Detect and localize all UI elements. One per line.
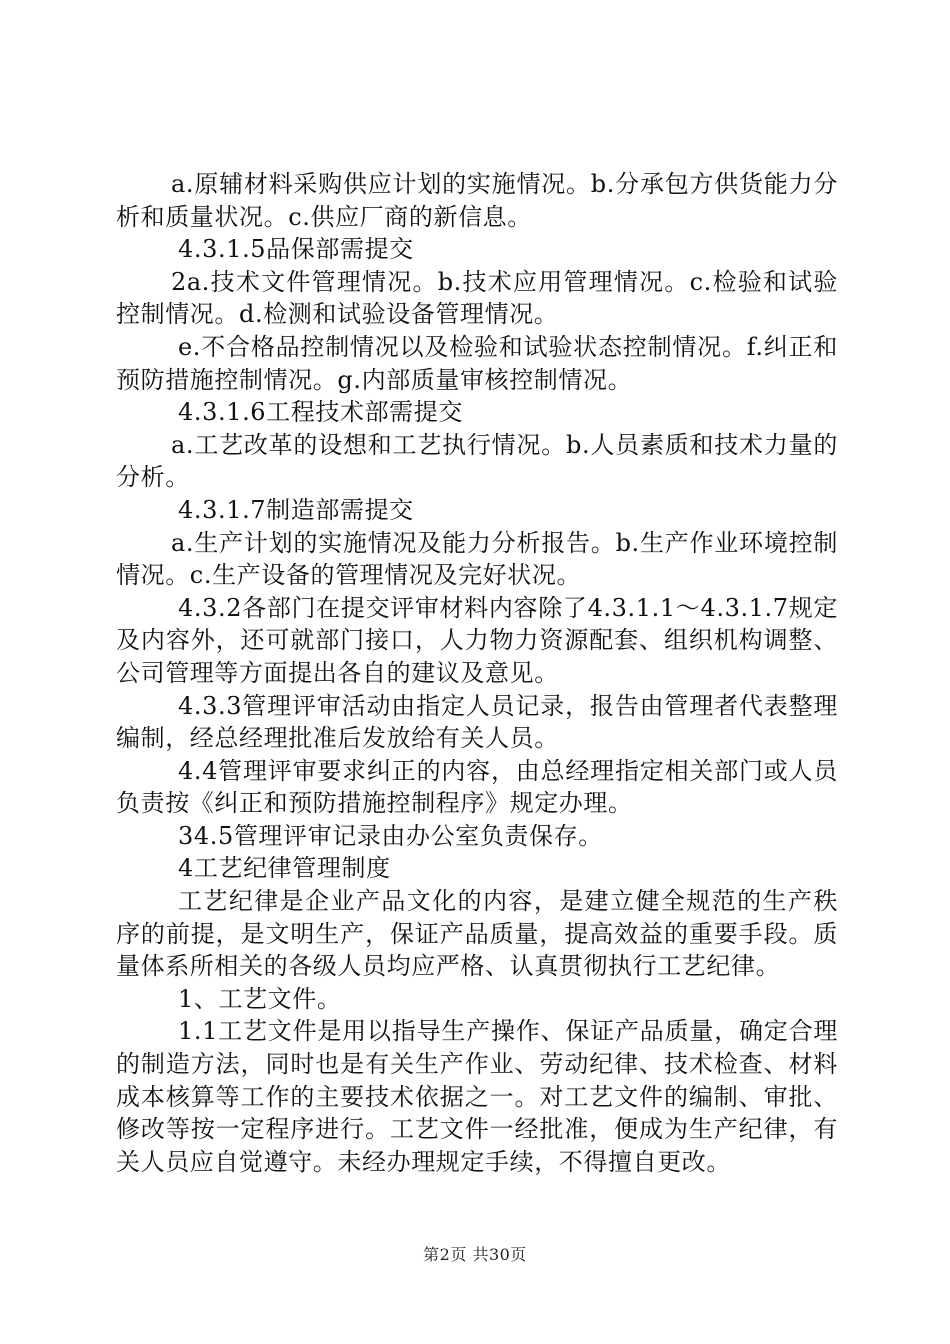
paragraph-supply-items: a.原辅材料采购供应计划的实施情况。b.分承包方供货能力分析和质量状况。c.供应厂商的新信息。: [116, 170, 838, 231]
section-heading-4-3-1-7: 4.3.1.7制造部需提交: [178, 495, 414, 524]
paragraph-process-discipline-intro: 工艺纪律是企业产品文化的内容，是建立健全规范的生产秩序的前提，是文明生产，保证产品质量，提高效益的重要手段。质量体系所相关的各级人员均应严格、认真贯彻执行工艺纪律。: [116, 887, 838, 981]
paragraph-4-4: 4.4管理评审要求纠正的内容，由总经理指定相关部门或人员负责按《纠正和预防措施控制程序》规定办理。: [116, 756, 838, 818]
paragraph-manufacturing-items: a.生产计划的实施情况及能力分析报告。b.生产作业环境控制情况。c.生产设备的管理情况及完好状况。: [116, 528, 838, 590]
paragraph-quality-items-continued: e.不合格品控制情况以及检验和试验状态控制情况。f.纠正和预防措施控制情况。g.内部质量审核控制情况。: [116, 332, 838, 394]
section-heading-process-documents: 1、工艺文件。: [178, 984, 342, 1013]
paragraph-4-3-3: 4.3.3管理评审活动由指定人员记录，报告由管理者代表整理编制，经总经理批准后发放给有关人员。: [116, 691, 838, 753]
section-heading-process-discipline: 4工艺纪律管理制度: [178, 854, 391, 883]
paragraph-engineering-items: a.工艺改革的设想和工艺执行情况。b.人员素质和技术力量的分析。: [116, 430, 838, 492]
section-heading-4-3-1-5: 4.3.1.5品保部需提交: [178, 235, 414, 264]
section-heading-4-3-1-6: 4.3.1.6工程技术部需提交: [178, 398, 463, 427]
paragraph-4-3-2: 4.3.2各部门在提交评审材料内容除了4.3.1.1～4.3.1.7规定及内容外，还可就部门接口，人力物力资源配套、组织机构调整、公司管理等方面提出各自的建议及意见。: [116, 593, 838, 687]
page-number-footer: 第2页 共30页: [423, 1245, 527, 1264]
paragraph-1-1: 1.1工艺文件是用以指导生产操作、保证产品质量，确定合理的制造方法，同时也是有关生产作业、劳动纪律、技术检查、材料成本核算等工作的主要技术依据之一。对工艺文件的编制、审批、修改等按一定程序进行。工艺文件一经批准，便成为生产纪律，有关人员应自觉遵守。未经办理规定手续，不得擅自更改。: [116, 1017, 838, 1176]
paragraph-4-5: 34.5管理评审记录由办公室负责保存。: [178, 821, 603, 850]
paragraph-quality-items: 2a.技术文件管理情况。b.技术应用管理情况。c.检验和试验控制情况。d.检测和试验设备管理情况。: [116, 267, 838, 329]
document-body: [116, 168, 838, 1178]
